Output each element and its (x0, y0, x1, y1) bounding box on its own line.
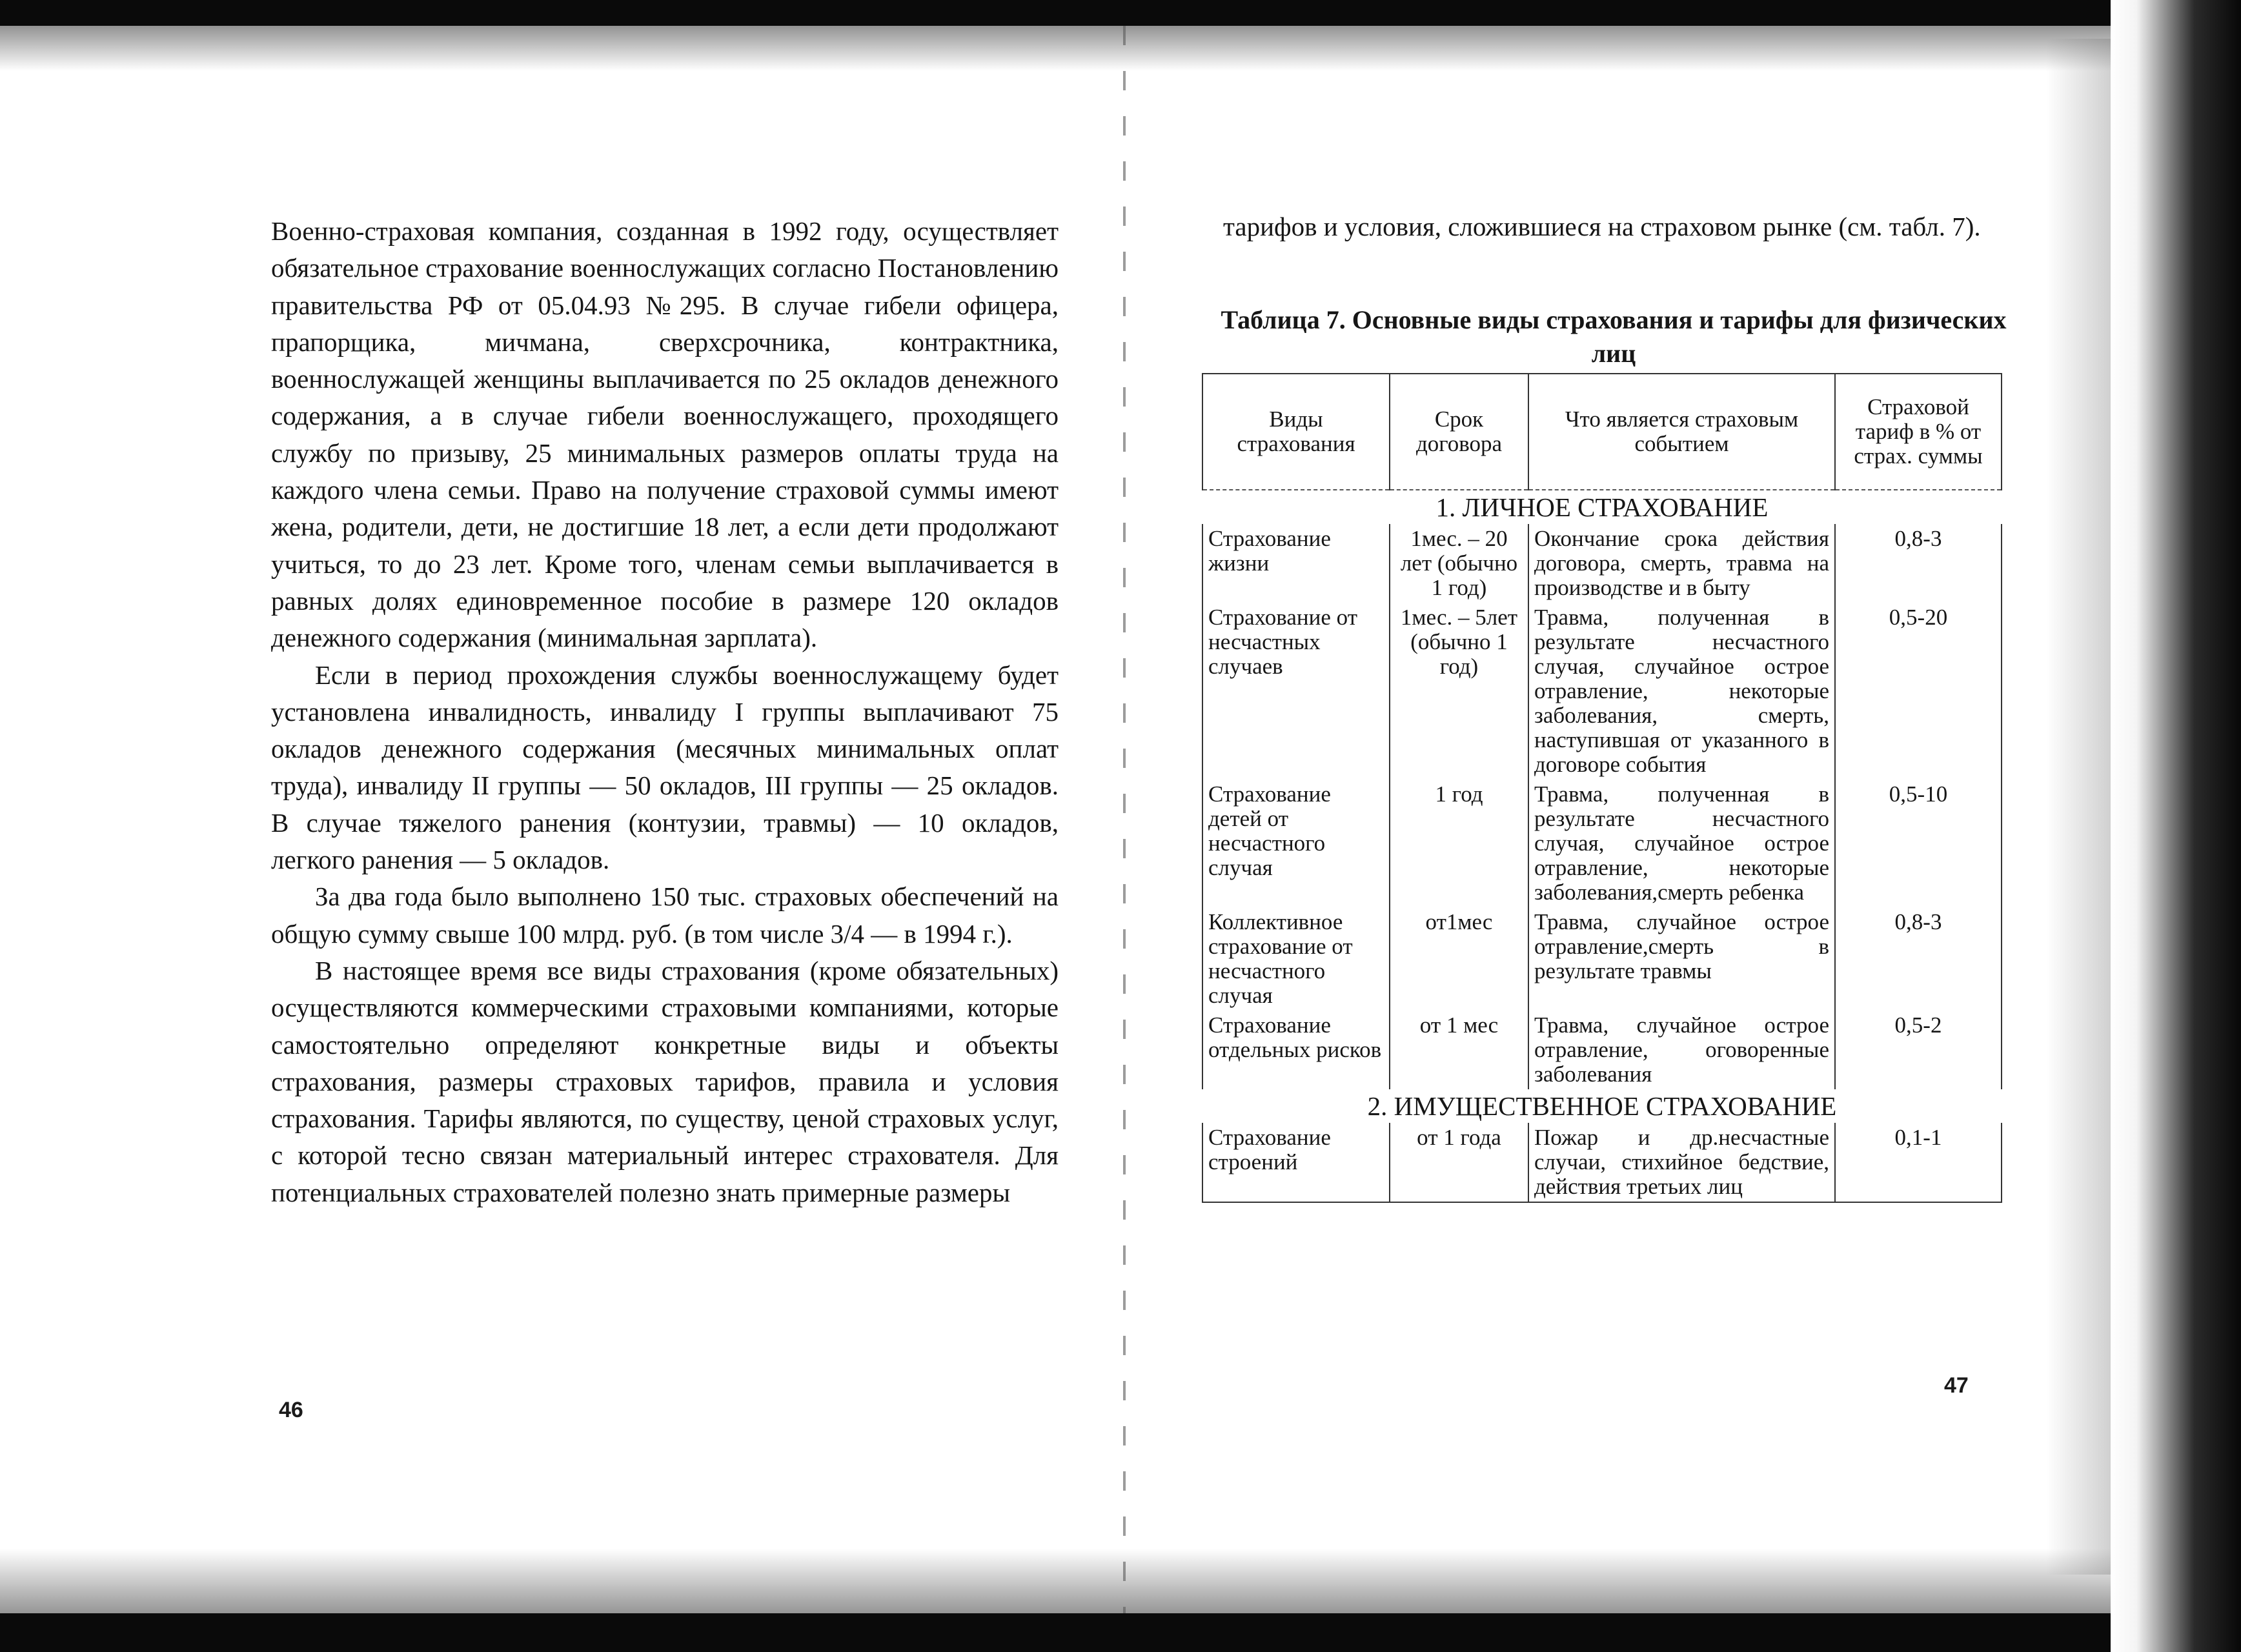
header-contract-term: Срок договора (1390, 374, 1528, 490)
paragraph-2: Если в период прохождения службы военнослужащему будет установлена инвалидность, инвалиду I группы выплачивают 75 окладов денежного содержания (месячных минимальных оплат труда), инвалиду II группы — 50 окладов, III группы — 25 окладов. В случае тяжелого ранения (контузии, травмы) — 10 окладов, легкого ранения — 5 окладов. (271, 660, 1059, 875)
table-caption: Таблица 7. Основные виды страхования и тарифы для физических лиц (1221, 305, 2007, 368)
table-row (1202, 524, 2002, 603)
cell-term: от 1 года (1390, 1123, 1528, 1202)
cell-rate: 0,8-3 (1835, 524, 2002, 603)
header-tariff: Страховой тариф в % от страх. суммы (1835, 374, 2002, 490)
cell-rate: 0,5-2 (1835, 1011, 2002, 1089)
paragraph-1: Военно-страховая компания, созданная в 1992 году, осуществляет обязательное страхование военнослужащих согласно Постановлению правительства РФ от 05.04.93 №295. В случае гибели офицера, прапорщика, мичмана, сверхсрочника, контрактника, военнослужащей женщины выплачивается по 25 окладов денежного содержания, а в случае гибели военнослужащего, проходящего службу по призыву, 25 минимальных размеров оплаты труда на каждого члена семьи. Право на получение страховой суммы имеют жена, родители, дети, не достигшие 18 лет, а если дети продолжают учиться, то до 23 лет. Кроме того, членам семьи выплачивается в равных долях единовременное пособие в размере 120 окладов денежного содержания (минимальная зарплата). (271, 216, 1059, 653)
cell-event: Окончание срока действия договора, смерть, травма на производстве и в быту (1528, 524, 1835, 603)
cell-type: Коллективное страхование от несчастного случая (1202, 907, 1390, 1011)
cell-rate: 0,8-3 (1835, 907, 2002, 1011)
table-section-row (1202, 490, 2002, 524)
table-section-row (1202, 1089, 2002, 1123)
header-insured-event: Что является страховым событием (1528, 374, 1835, 490)
table-row (1202, 1011, 2002, 1089)
cell-rate: 0,5-20 (1835, 603, 2002, 780)
cell-event: Травма, полученная в результате несчастного случая, случайное острое отравление, некоторые заболевания,смерть ребенка (1528, 780, 1835, 907)
cell-event: Пожар и др.несчастные случаи, стихийное бедствие, действия третьих лиц (1528, 1123, 1835, 1202)
table-row (1202, 907, 2002, 1011)
section-title: 2. ИМУЩЕСТВЕННОЕ СТРАХОВАНИЕ (1367, 1091, 1837, 1121)
cell-rate: 0,1-1 (1835, 1123, 2002, 1202)
cell-event: Травма, случайное острое отравление, оговоренные заболевания (1528, 1011, 1835, 1089)
scan-shadow-bottom (0, 1549, 2241, 1613)
scan-edge-top (0, 0, 2241, 26)
cell-event: Травма, случайное острое отравление,смерть в результате травмы (1528, 907, 1835, 1011)
scan-shadow-right (2046, 39, 2111, 1575)
cell-term: 1мес. – 20 лет (обычно 1 год) (1390, 524, 1528, 603)
insurance-table (1202, 373, 2001, 1354)
book-gutter (1123, 26, 1126, 1613)
paragraph-4: В настоящее время все виды страхования (кроме обязательных) осуществляются коммерческими страховыми компаниями, которые самостоятельно определяют конкретные виды и объекты страхования, размеры страховых тарифов, правила и условия страхования. Тарифы являются, по существу, ценой страховых услуг, с которой тесно связан материальный интерес страхователя. Для потенциальных страхователей полезно знать примерные размеры (271, 955, 1059, 1207)
cell-rate: 0,5-10 (1835, 780, 2002, 907)
cell-type: Страхование детей от несчастного случая (1202, 780, 1390, 907)
cell-event: Травма, полученная в результате несчастного случая, случайное острое отравление, некоторые заболевания, смерть, наступившая от указанного в договоре события (1528, 603, 1835, 780)
scan-shadow-top (0, 26, 2241, 71)
table-header-row (1202, 374, 2002, 490)
cell-type: Страхование жизни (1202, 524, 1390, 603)
right-page-intro: тарифов и условия, сложившиеся на страховом рынке (см. табл. 7). (1223, 212, 1981, 241)
left-page (271, 213, 1059, 1211)
table-row (1202, 780, 2002, 907)
cell-term: 1мес. – 5лет (обычно 1 год) (1390, 603, 1528, 780)
header-insurance-type: Виды страхования (1202, 374, 1390, 490)
section-title: 1. ЛИЧНОЕ СТРАХОВАНИЕ (1435, 492, 1769, 522)
cell-term: 1 год (1390, 780, 1528, 907)
scan-edge-right (2111, 0, 2241, 1652)
table-row (1202, 603, 2002, 780)
cell-type: Страхование отдельных рисков (1202, 1011, 1390, 1089)
cell-term: от1мес (1390, 907, 1528, 1011)
paragraph-3: За два года было выполнено 150 тыс. страховых обеспечений на общую сумму свыше 100 млрд. руб. (в том числе 3/4 — в 1994 г.). (271, 881, 1059, 949)
page-number-right: 47 (1944, 1373, 1969, 1398)
table-row (1202, 1123, 2002, 1202)
cell-type: Страхование от несчастных случаев (1202, 603, 1390, 780)
cell-term: от 1 мес (1390, 1011, 1528, 1089)
scan-edge-bottom (0, 1613, 2241, 1652)
page-number-left: 46 (279, 1398, 303, 1422)
cell-type: Страхование строений (1202, 1123, 1390, 1202)
